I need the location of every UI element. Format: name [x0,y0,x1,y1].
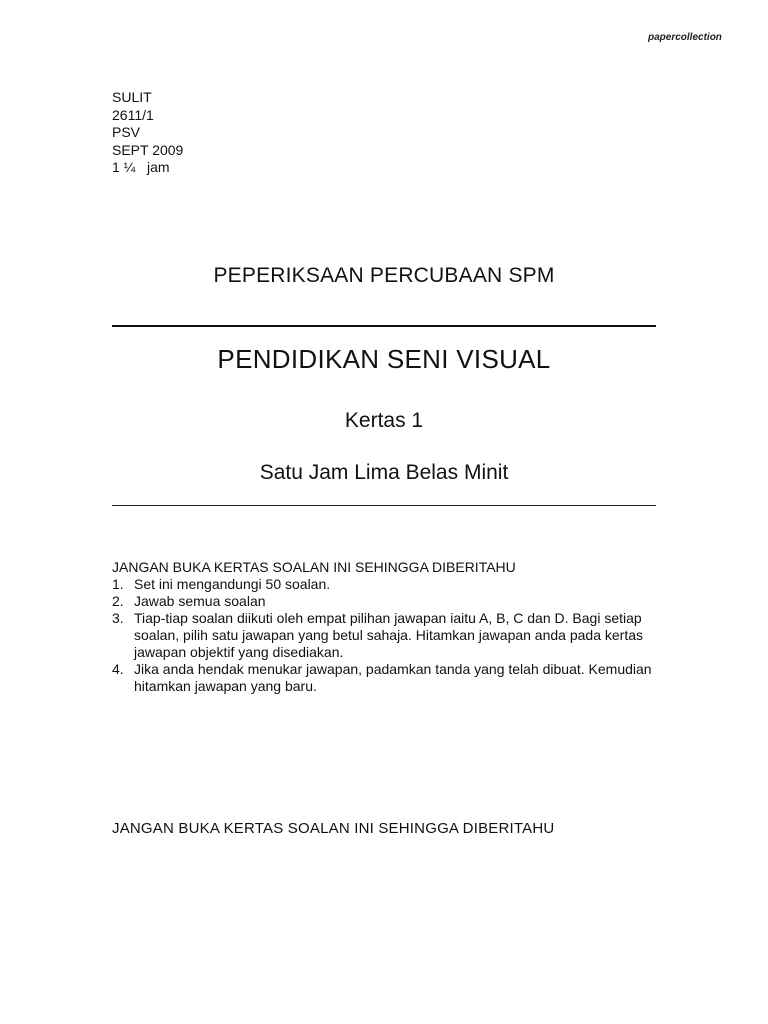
instruction-number: 1. [112,576,124,592]
instruction-text: Jawab semua soalan [134,593,266,609]
instruction-item [112,661,672,695]
exam-date: SEPT 2009 [112,141,184,158]
watermark: papercollection [648,32,722,43]
exam-title: PEPERIKSAAN PERCUBAAN SPM [213,264,555,287]
paper-number: Kertas 1 [344,409,424,432]
section-divider [112,505,656,506]
footer-warning: JANGAN BUKA KERTAS SOALAN INI SEHINGGA DIBERITAHU [112,820,555,837]
paper-metadata [112,89,183,177]
instructions-block [112,559,672,695]
instruction-number: 3. [112,610,124,626]
subject-code: PSV [112,124,141,140]
paper-code: 2611/1 [112,106,154,123]
instruction-text: Set ini mengandungi 50 soalan. [134,576,331,592]
instruction-number: 2. [112,593,124,609]
duration-in-words: Satu Jam Lima Belas Minit [259,461,509,484]
instruction-text: Tiap-tiap soalan diikuti oleh empat pilihan jawapan iaitu A, B, C dan D. Bagi setiap soalan, pilih satu jawapan yang betul sahaja. Hitamkan jawapan anda pada kertas jawapan objektif yang disediakan. [134,610,644,660]
instruction-item [112,576,672,593]
subject-title: PENDIDIKAN SENI VISUAL [217,344,551,374]
instructions-list [112,576,672,695]
title-divider [112,325,656,327]
instruction-item [112,610,672,661]
instruction-item [112,593,672,610]
classification-label: SULIT [112,89,152,105]
exam-duration: 1 ¼ jam [112,159,170,175]
instruction-number: 4. [112,661,124,677]
instructions-heading: JANGAN BUKA KERTAS SOALAN INI SEHINGGA DIBERITAHU [112,559,516,575]
instruction-text: Jika anda hendak menukar jawapan, padamkan tanda yang telah dibuat. Kemudian hitamkan jawapan yang baru. [134,661,652,694]
